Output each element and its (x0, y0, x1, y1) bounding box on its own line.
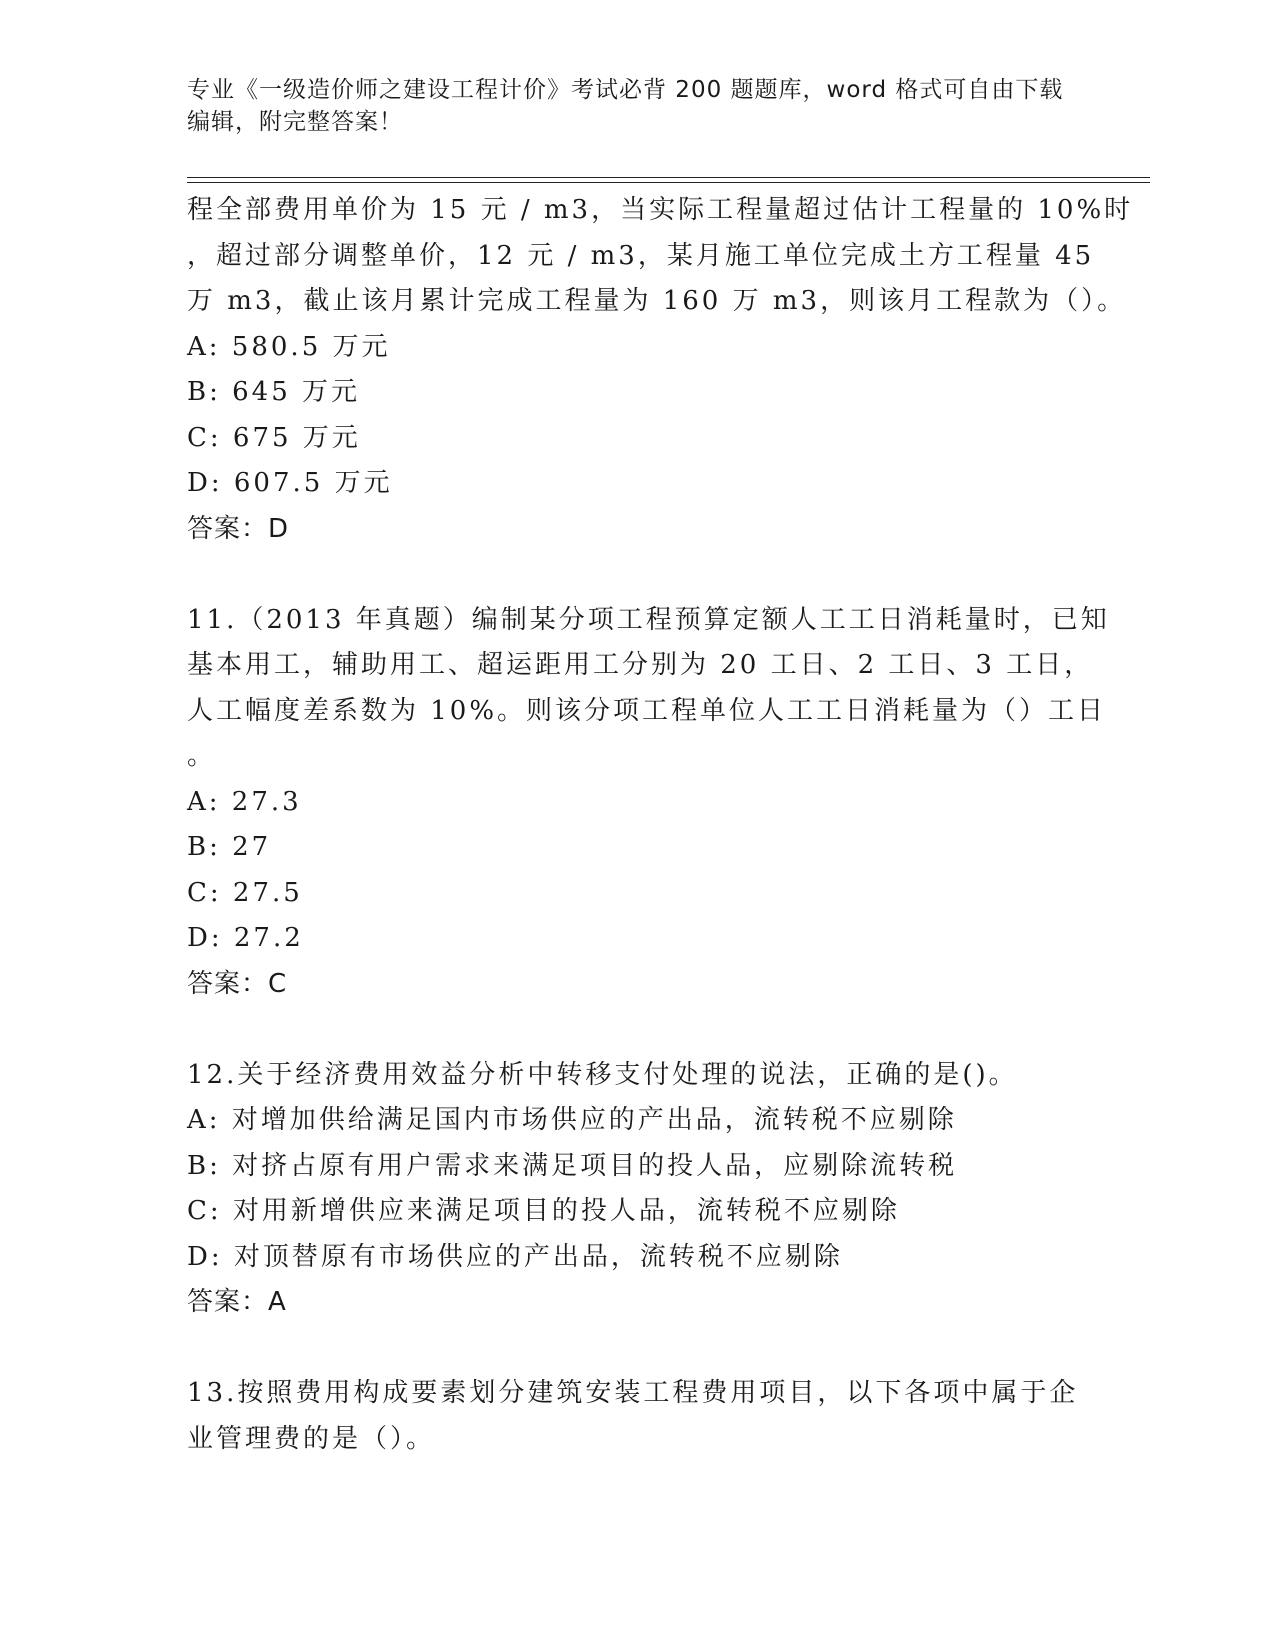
question-stem-line: 程全部费用单价为 15 元 / m3，当实际工程量超过估计工程量的 10%时 (187, 195, 1134, 225)
question-stem-line: 基本用工，辅助用工、超运距用工分别为 20 工日、2 工日、3 工日， (187, 650, 1094, 680)
option-a: A: 580.5 万元 (187, 331, 391, 362)
page-header (187, 74, 1067, 138)
answer-line: 答案：D (187, 513, 290, 544)
question-stem-line: 11.（2013 年真题）编制某分项工程预算定额人工工日消耗量时，已知 (187, 604, 1110, 635)
header-divider (187, 177, 1150, 183)
option-b: B: 对挤占原有用户需求来满足项目的投人品，应剔除流转税 (187, 1150, 958, 1181)
spacer (187, 1326, 1087, 1372)
option-c: C: 675 万元 (187, 422, 361, 453)
option-d: D: 27.2 (187, 923, 304, 953)
question-stem-line: 人工幅度差系数为 10%。则该分项工程单位人工工日消耗量为（）工日 (187, 695, 1107, 726)
option-b: B: 27 (187, 832, 272, 862)
option-c: C: 27.5 (187, 877, 303, 908)
answer-line: 答案：C (187, 968, 288, 999)
question-list (187, 188, 1134, 1462)
spacer (187, 552, 1087, 598)
option-c: C: 对用新增供应来满足项目的投人品，流转税不应剔除 (187, 1196, 900, 1226)
option-d: D: 607.5 万元 (187, 468, 393, 498)
question-stem-line: 13.按照费用构成要素划分建筑安装工程费用项目，以下各项中属于企 (187, 1378, 1079, 1408)
question-13 (187, 1371, 1087, 1462)
option-a: A: 27.3 (187, 786, 302, 817)
header-line-1: 专业《一级造价师之建设工程计价》考试必背 200 题题库，word 格式可自由下载 (187, 77, 1064, 103)
spacer (187, 1007, 1087, 1053)
question-stem-line: 业管理费的是（）。 (187, 1423, 436, 1454)
question-10 (187, 188, 1134, 552)
question-11 (187, 598, 1110, 1008)
question-stem-line: ，超过部分调整单价，12 元 / m3，某月施工单位完成土方工程量 45 (187, 240, 1095, 271)
question-stem-line: 万 m3，截止该月累计完成工程量为 160 万 m3，则该月工程款为（）。 (187, 286, 1127, 316)
header-line-2: 编辑，附完整答案！ (187, 109, 403, 135)
option-d: D: 对顶替原有市场供应的产出品，流转税不应剔除 (187, 1241, 843, 1272)
question-stem-line: 。 (187, 741, 217, 771)
option-a: A: 对增加供给满足国内市场供应的产出品，流转税不应剔除 (187, 1105, 957, 1135)
answer-line: 答案：A (187, 1287, 287, 1317)
option-b: B: 645 万元 (187, 377, 361, 407)
question-stem-line: 12.关于经济费用效益分析中转移支付处理的说法，正确的是()。 (187, 1059, 1018, 1090)
question-12 (187, 1053, 1087, 1326)
